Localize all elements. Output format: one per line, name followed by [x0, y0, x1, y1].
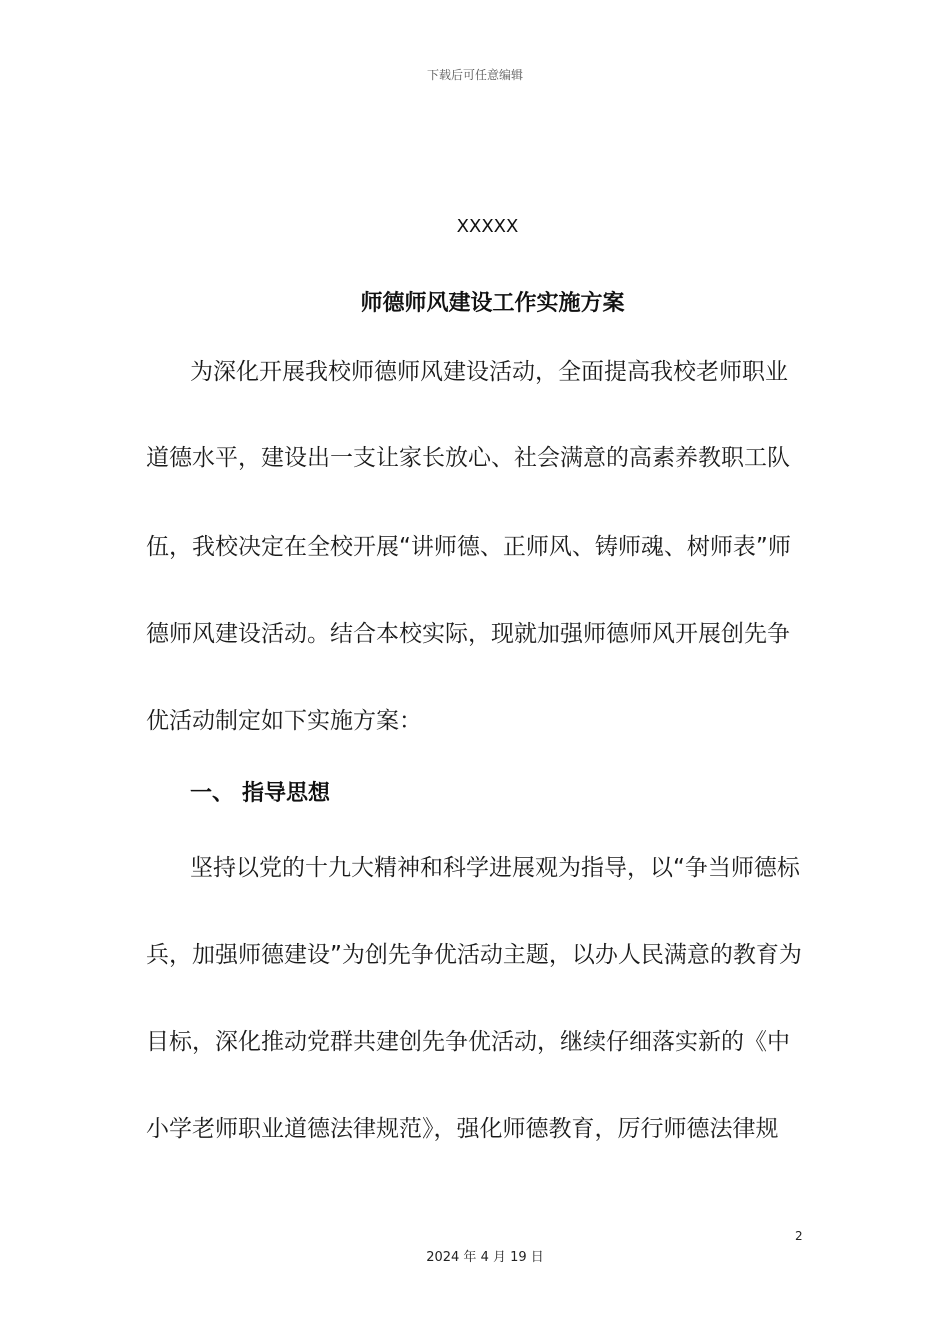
section-number: 一、	[190, 781, 235, 806]
page-number: 2	[795, 1229, 803, 1243]
section-title: 指导思想	[242, 781, 331, 806]
footer-date: 2024 年 4 月 19 日	[426, 1250, 544, 1265]
header-note: 下载后可任意编辑	[426, 68, 523, 82]
organization-name: XXXXX	[456, 216, 519, 237]
intro-line-4: 德师风建设活动。结合本校实际，现就加强师德师风开展创先争	[146, 621, 790, 647]
section-line-2: 兵，加强师德建设”为创先争优活动主题，以办人民满意的教育为	[146, 942, 802, 968]
document-title: 师德师风建设工作实施方案	[360, 291, 625, 316]
intro-line-5: 优活动制定如下实施方案：	[146, 708, 422, 734]
intro-line-1: 为深化开展我校师德师风建设活动，全面提高我校老师职业	[190, 359, 788, 385]
section-heading	[190, 779, 330, 809]
intro-line-2: 道德水平，建设出一支让家长放心、社会满意的高素养教职工队	[146, 445, 790, 471]
section-line-3: 目标，深化推动党群共建创先争优活动，继续仔细落实新的《中	[146, 1029, 790, 1055]
intro-line-3: 伍，我校决定在全校开展“讲师德、正师风、铸师魂、树师表”师	[146, 534, 791, 560]
section-line-1: 坚持以党的十九大精神和科学进展观为指导，以“争当师德标	[190, 855, 800, 881]
section-line-4: 小学老师职业道德法律规范》，强化师德教育，厉行师德法律规	[146, 1116, 779, 1142]
